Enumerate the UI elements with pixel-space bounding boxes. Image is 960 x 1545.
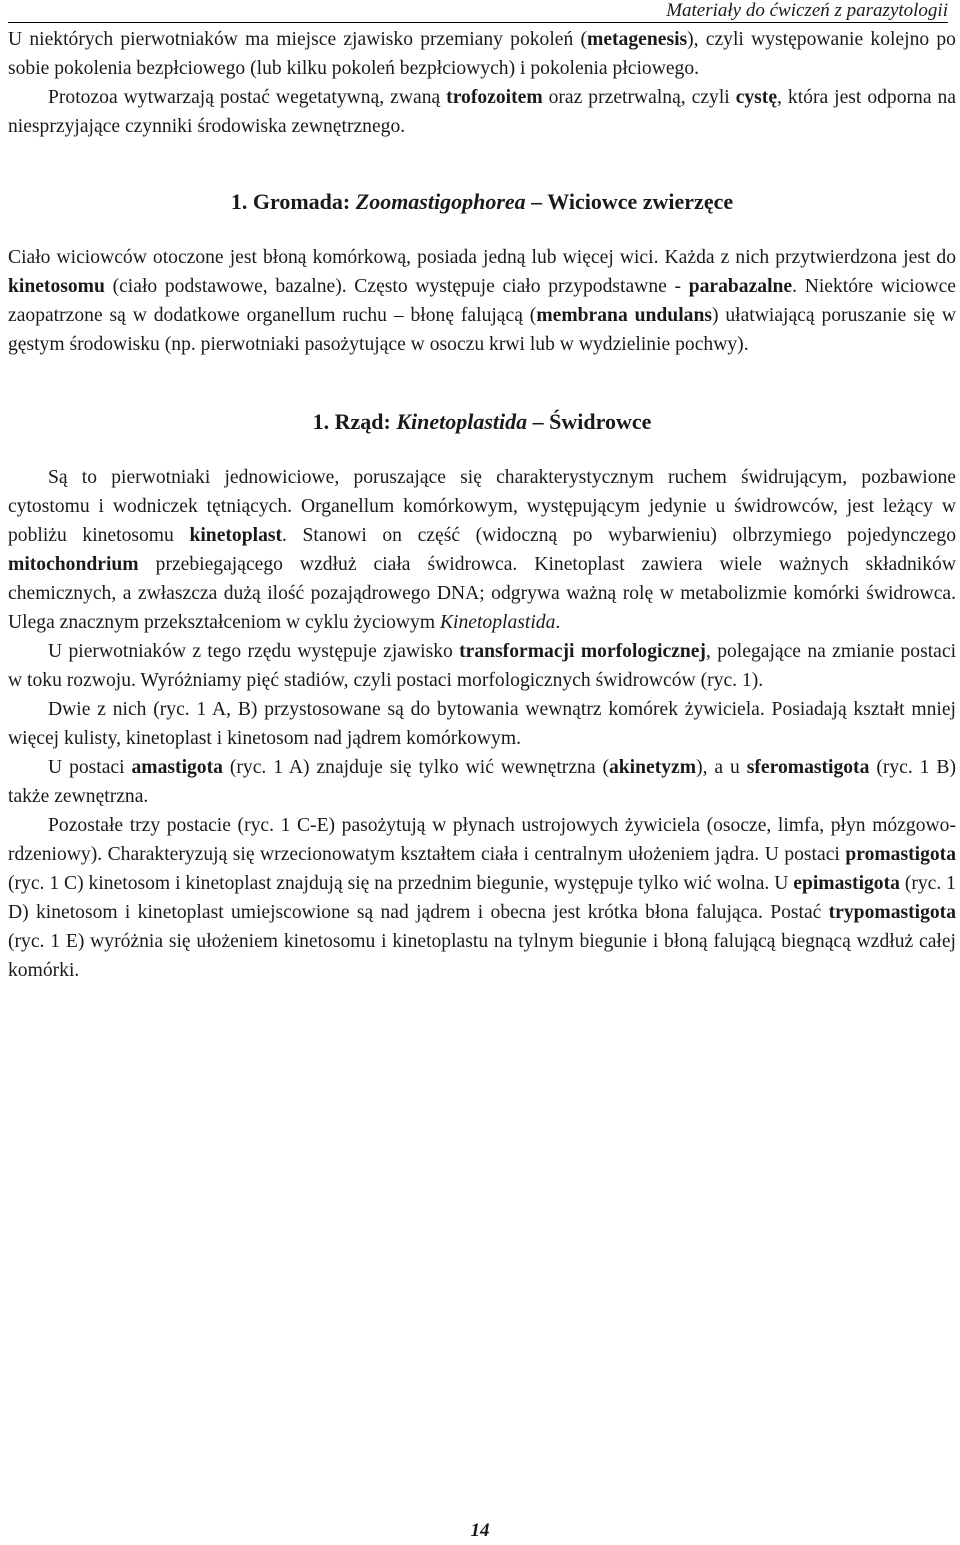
section-heading-zoomastigophorea (8, 187, 956, 217)
text-run: U pierwotniaków z tego rzędu występuje zjawisko (48, 641, 460, 662)
running-header (8, 0, 948, 23)
bold-term: promastigota (845, 844, 956, 865)
text-run: , polegające na zmianie postaci w toku rozwoju. Wyróżniamy pięć stadiów, czyli postaci morfologicznych świdrowców (ryc. 1). (8, 641, 957, 691)
text-run: Pozostałe trzy postacie (ryc. 1 C-E) pasożytują w płynach ustrojowych żywiciela (osocze, limfa, płyn mózgowo-rdzeniowy). Charakteryzują się wrzecionowatym kształtem ciała i centralnym ułożeniem jądra. U postaci (8, 815, 956, 865)
bold-term: transformacji morfologicznej (459, 641, 706, 662)
text-run: – Wiciowce zwierzęce (525, 189, 734, 214)
text-run: przebiegającego wzdłuż ciała świdrowca. Kinetoplast zawiera wiele ważnych składników chemicznych, a zwłaszcza dużą ilość pozajądrowego DNA; odgrywa ważną rolę w metabolizmie komórki świdrowca. Ulega znacznym przekształceniom w cyklu życiowym (8, 554, 956, 633)
section-heading-kinetoplastida (8, 407, 956, 437)
bold-term: trofozoitem (446, 87, 543, 108)
text-run: (ryc. 1 B) także zewnętrzna. (8, 757, 956, 807)
bold-term: epimastigota (793, 873, 900, 894)
bold-term: mitochondrium (8, 554, 139, 575)
italic-term: Kinetoplastida (396, 409, 528, 434)
bold-term: membrana undulans (536, 305, 712, 326)
bold-term: parabazalne (688, 276, 793, 297)
text-run: 1. Rząd: (312, 409, 397, 434)
text-run: 1. Gromada: (230, 189, 356, 214)
intro-paragraph-2 (8, 83, 956, 141)
section2-paragraph-2 (8, 637, 956, 695)
text-run: , która jest odporna na niesprzyjające czynniki środowiska zewnętrznego. (8, 87, 956, 137)
bold-term: kinetosomu (8, 276, 105, 297)
text-run: . Stanowi on część (widoczną po wybarwieniu) olbrzymiego pojedynczego (282, 525, 956, 546)
text-run: ), czyli występowanie kolejno po sobie pokolenia bezpłciowego (lub kilku pokoleń bezpłciowych) i pokolenia płciowego. (8, 29, 956, 79)
section2-paragraph-1 (8, 463, 956, 637)
text-run: U niektórych pierwotniaków ma miejsce zjawisko przemiany pokoleń ( (8, 29, 588, 50)
intro-paragraph-1 (8, 25, 956, 83)
text-run: (ciało podstawowe, bazalne). Często występuje ciało przypodstawne - (104, 276, 689, 297)
text-run: oraz przetrwalną, czyli (542, 87, 736, 108)
bold-term: metagenesis (587, 29, 688, 50)
bold-term: amastigota (131, 757, 223, 778)
section2-paragraph-4 (8, 753, 956, 811)
text-run: (ryc. 1 E) wyróżnia się ułożeniem kinetosomu i kinetoplastu na tylnym biegunie i błoną falującą biegnącą wzdłuż całej komórki. (8, 931, 956, 981)
text-run: U postaci (48, 757, 132, 778)
text-run: (ryc. 1 D) kinetosom i kinetoplast umiejscowione są nad jądrem i obecna jest krótka błona falująca. Postać (8, 873, 956, 923)
text-run: ) ułatwiającą poruszanie się w gęstym środowisku (np. pierwotniaki pasożytujące w osoczu krwi lub w wydzielinie pochwy). (8, 305, 956, 355)
bold-term: sferomastigota (746, 757, 870, 778)
page-number: 14 (470, 1520, 490, 1541)
section2-paragraph-3 (8, 695, 956, 753)
text-run: Są to pierwotniaki jednowiciowe, poruszające się charakterystycznym ruchem świdrującym, pozbawione cytostomu i wodniczek tętniących. Organellum komórkowym, występującym jedynie u świdrowców, jest leżący w pobliżu kinetosomu (8, 467, 956, 546)
section2-paragraph-5 (8, 811, 956, 985)
text-run: (ryc. 1 A) znajduje się tylko wić wewnętrzna ( (222, 757, 609, 778)
text-run: . (555, 612, 561, 633)
section1-paragraph-1 (8, 243, 956, 359)
text-run: Ciało wiciowców otoczone jest błoną komórkową, posiada jedną lub więcej wici. Każda z nich przytwierdzona jest do (8, 247, 956, 268)
page-content (8, 25, 956, 985)
bold-term: cystę (735, 87, 778, 108)
text-run: Dwie z nich (ryc. 1 A, B) przystosowane są do bytowania wewnątrz komórek żywiciela. Posiadają kształt mniej więcej kulisty, kinetoplast i kinetosom nad jądrem komórkowym. (8, 699, 956, 749)
text-run: . Niektóre wiciowce zaopatrzone są w dodatkowe organellum ruchu – błonę falującą ( (8, 276, 957, 326)
italic-term: Kinetoplastida (439, 612, 556, 633)
running-header-title: Materiały do ćwiczeń z parazytologii (666, 0, 948, 21)
text-run: Protozoa wytwarzają postać wegetatywną, zwaną (48, 87, 447, 108)
italic-term: Zoomastigophorea (355, 189, 526, 214)
text-run: (ryc. 1 C) kinetosom i kinetoplast znajdują się na przednim biegunie, występuje tylko wić wolna. U (8, 873, 794, 894)
bold-term: akinetyzm (608, 757, 697, 778)
bold-term: kinetoplast (189, 525, 283, 546)
text-run: ), a u (696, 757, 747, 778)
bold-term: trypomastigota (828, 902, 956, 923)
text-run: – Świdrowce (527, 409, 652, 434)
